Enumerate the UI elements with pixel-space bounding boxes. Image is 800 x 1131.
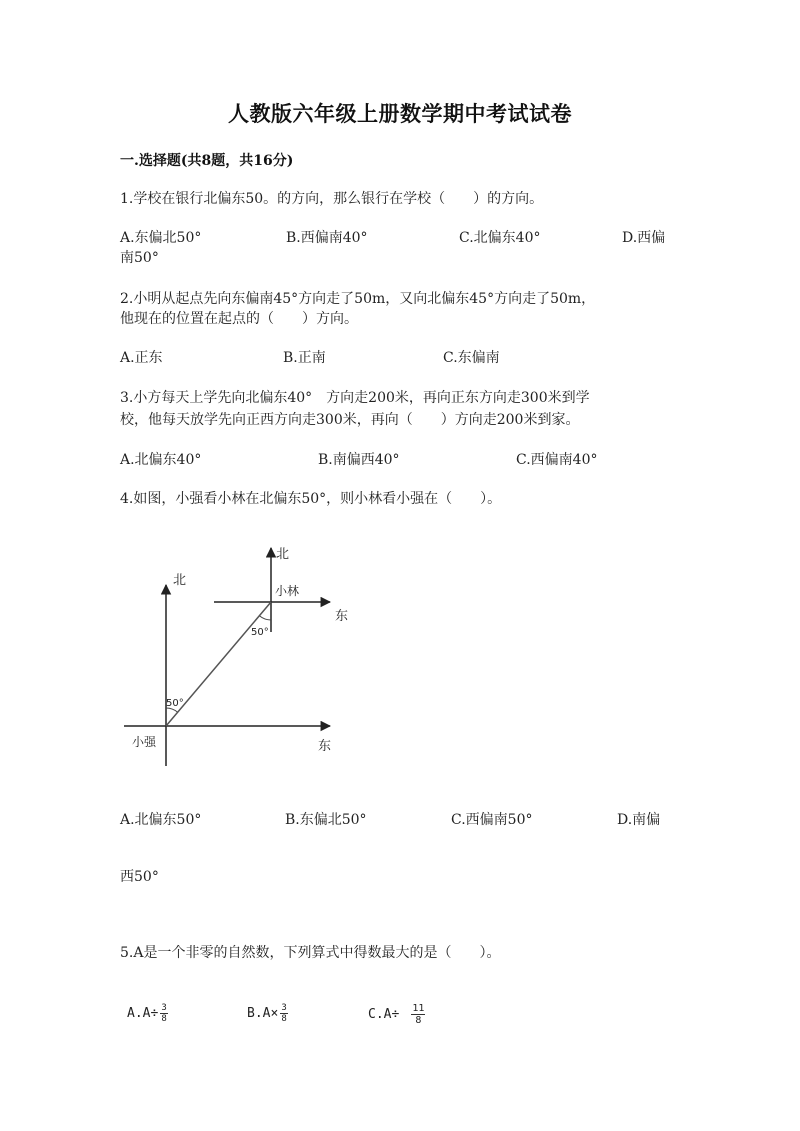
label-xiaoqiang: 小强: [132, 735, 157, 749]
question-3-option-b[interactable]: B.南偏西40°: [318, 452, 400, 468]
question-5-option-c[interactable]: [368, 1003, 425, 1026]
fraction-a-numerator: 3: [161, 1003, 167, 1013]
direction-diagram: [118, 540, 368, 775]
label-east-lower: 东: [318, 739, 332, 754]
label-east-upper: 东: [335, 609, 349, 624]
page-title: 人教版六年级上册数学期中考试试卷: [228, 101, 572, 126]
label-angle-lower: 50°: [166, 698, 184, 709]
question-1-option-a[interactable]: A.东偏北50°: [120, 230, 202, 246]
question-4-option-b[interactable]: B.东偏北50°: [285, 812, 367, 828]
question-5-stem: 5.A是一个非零的自然数，下列算式中得数最大的是（ ）。: [120, 945, 501, 961]
fraction-c-denominator: 8: [415, 1015, 422, 1026]
question-1-option-b[interactable]: B.西偏南40°: [286, 230, 368, 246]
question-2-option-b[interactable]: B.正南: [283, 350, 326, 366]
fraction-c: [411, 1003, 425, 1026]
question-2-stem-line-1: 2.小明从起点先向东偏南45°方向走了50m，又向北偏东45°方向走了50m，: [120, 291, 596, 307]
question-2-stem-line-2: 他现在的位置在起点的（ ）方向。: [120, 311, 358, 327]
angle-arc-upper: [259, 616, 271, 620]
question-3-stem-line-1: 3.小方每天上学先向北偏东40° 方向走200米，再向正东方向走300米到学: [120, 390, 590, 406]
label-xiaolin: 小林: [275, 584, 300, 598]
question-3-option-a[interactable]: A.北偏东40°: [120, 452, 202, 468]
question-3-stem-line-2: 校，他每天放学先向正西方向走300米，再向（ ）方向走200米到家。: [120, 412, 580, 428]
question-4-option-a[interactable]: A.北偏东50°: [120, 812, 202, 828]
section-heading: 一.选择题(共8题，共16分): [120, 153, 294, 169]
question-5-option-b-prefix: B.A×: [247, 1006, 279, 1021]
fraction-b-numerator: 3: [281, 1003, 287, 1013]
question-4-option-c[interactable]: C.西偏南50°: [451, 812, 533, 828]
question-1-option-d[interactable]: D.西偏: [622, 230, 666, 246]
fraction-a: [160, 1003, 167, 1024]
label-angle-upper: 50°: [251, 627, 269, 638]
question-5-option-a-prefix: A.A÷: [127, 1006, 159, 1021]
fraction-a-denominator: 8: [161, 1014, 167, 1024]
label-north-upper: 北: [276, 547, 290, 562]
question-4-option-d[interactable]: D.南偏: [617, 812, 661, 828]
question-4-option-d-continued: 西50°: [120, 869, 159, 885]
question-5-option-c-prefix: C.A÷: [368, 1007, 400, 1022]
question-5-option-a[interactable]: [127, 1003, 168, 1024]
question-2-option-a[interactable]: A.正东: [120, 350, 163, 366]
label-north-lower: 北: [173, 573, 187, 588]
question-1-stem: 1.学校在银行北偏东50。的方向，那么银行在学校（ ）的方向。: [120, 191, 544, 207]
question-3-option-c[interactable]: C.西偏南40°: [516, 452, 598, 468]
question-4-stem: 4.如图，小强看小林在北偏东50°，则小林看小强在（ ）。: [120, 491, 502, 507]
question-2-option-c[interactable]: C.东偏南: [443, 350, 500, 366]
fraction-c-numerator: 11: [412, 1003, 425, 1014]
fraction-b-denominator: 8: [281, 1014, 287, 1024]
fraction-b: [280, 1003, 287, 1024]
question-1-option-c[interactable]: C.北偏东40°: [459, 230, 541, 246]
question-1-option-d-continued: 南50°: [120, 250, 159, 266]
question-5-option-b[interactable]: [247, 1003, 288, 1024]
